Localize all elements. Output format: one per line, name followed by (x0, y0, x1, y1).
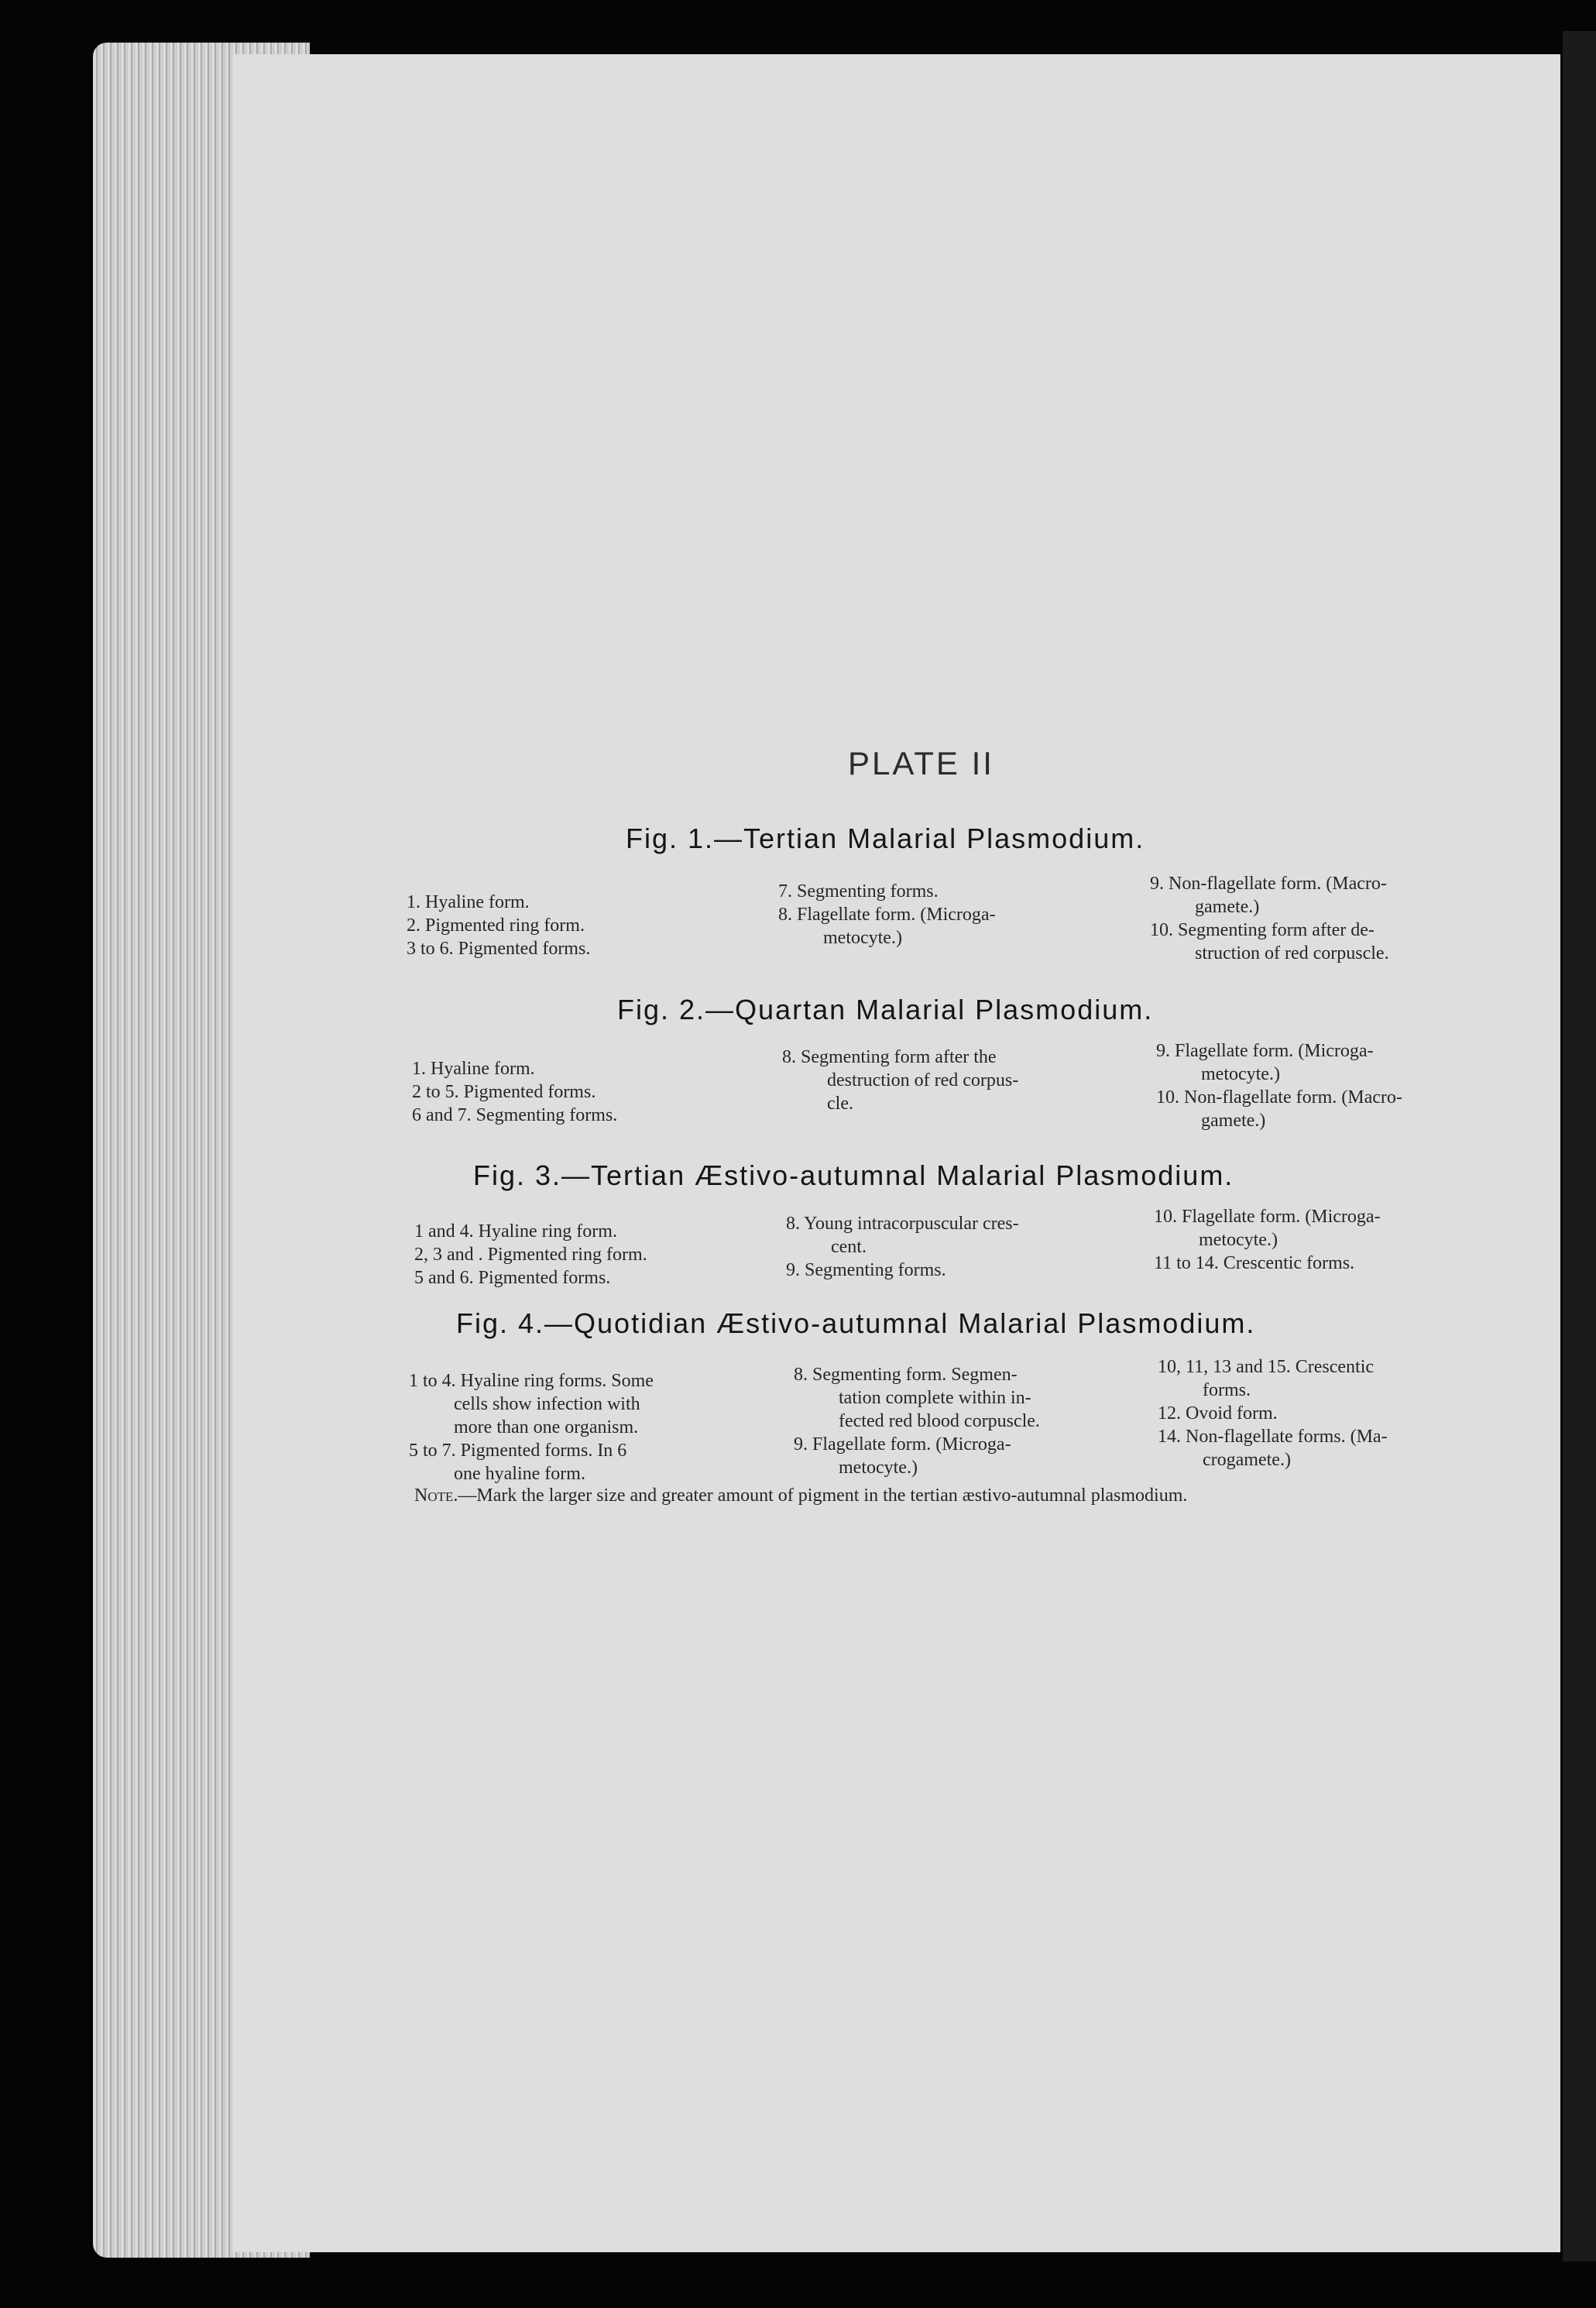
list-item: 1 and 4. Hyaline ring form. (414, 1221, 617, 1242)
figure-2-col-2 (782, 1046, 1018, 1115)
list-item: 10, 11, 13 and 15. Crescentic (1158, 1357, 1375, 1377)
list-item-continuation: metocyte.) (823, 928, 902, 948)
list-item-continuation: cent. (831, 1237, 867, 1257)
list-item: 11 to 14. Crescentic forms. (1154, 1253, 1355, 1273)
list-item-continuation: struction of red corpuscle. (1195, 943, 1389, 963)
list-item: 5 to 7. Pigmented forms. In 6 (409, 1441, 627, 1461)
figure-3-col-3 (1154, 1205, 1381, 1275)
list-item-continuation: metocyte.) (1201, 1064, 1280, 1084)
list-item-continuation: crogamete.) (1203, 1450, 1291, 1470)
list-item-continuation: fected red blood corpuscle. (839, 1411, 1040, 1431)
scan-border-shadow (1563, 31, 1596, 2262)
list-item-continuation: more than one organism. (454, 1417, 639, 1437)
note-text: —Mark the larger size and greater amount of pigment in the tertian æstivo-autumnal plasmodium. (458, 1485, 1188, 1506)
list-item: 9. Flagellate form. (Microga- (794, 1434, 1011, 1455)
list-item: 5 and 6. Pigmented forms. (414, 1268, 611, 1288)
list-item: 10. Segmenting form after de- (1150, 920, 1375, 940)
book-page (232, 54, 1560, 2252)
figure-3-col-2 (786, 1212, 1019, 1282)
list-item: 3 to 6. Pigmented forms. (407, 939, 591, 959)
note-label: Note. (414, 1485, 458, 1506)
list-item: 7. Segmenting forms. (778, 881, 939, 902)
list-item: 8. Young intracorpuscular cres- (786, 1214, 1019, 1234)
list-item-continuation: forms. (1203, 1380, 1251, 1400)
list-item: 10. Flagellate form. (Microga- (1154, 1207, 1381, 1227)
plate-title: PLATE II (848, 745, 994, 781)
figure-4-title: Fig. 4.—Quotidian Æstivo-autumnal Malarial Plasmodium. (456, 1307, 1256, 1339)
figure-4-col-2 (794, 1363, 1040, 1479)
list-item: 8. Flagellate form. (Microga- (778, 905, 996, 925)
figure-1-title: Fig. 1.—Tertian Malarial Plasmodium. (626, 823, 1145, 854)
list-item-continuation: destruction of red corpus- (827, 1070, 1019, 1090)
figure-2-col-3 (1156, 1039, 1402, 1132)
list-item-continuation: metocyte.) (839, 1458, 918, 1478)
list-item: 1. Hyaline form. (407, 892, 530, 912)
list-item: 6 and 7. Segmenting forms. (412, 1105, 618, 1125)
list-item: 14. Non-flagellate forms. (Ma- (1158, 1427, 1388, 1447)
figure-4-col-1 (409, 1369, 654, 1485)
list-item: 9. Non-flagellate form. (Macro- (1150, 874, 1387, 894)
list-item: 9. Segmenting forms. (786, 1260, 946, 1280)
figure-2-col-1 (412, 1057, 617, 1127)
figure-3-title: Fig. 3.—Tertian Æstivo-autumnal Malarial Plasmodium. (473, 1159, 1234, 1191)
figure-2-title: Fig. 2.—Quartan Malarial Plasmodium. (617, 994, 1154, 1025)
list-item: 12. Ovoid form. (1158, 1403, 1278, 1424)
list-item-continuation: cells show infection with (454, 1394, 640, 1414)
list-item: 10. Non-flagellate form. (Macro- (1156, 1087, 1402, 1108)
plate-note (414, 1485, 1187, 1506)
list-item: 9. Flagellate form. (Microga- (1156, 1041, 1374, 1061)
list-item: 2 to 5. Pigmented forms. (412, 1082, 596, 1102)
list-item: 2. Pigmented ring form. (407, 915, 585, 936)
list-item-continuation: gamete.) (1195, 897, 1260, 917)
list-item: 8. Segmenting form. Segmen- (794, 1365, 1018, 1385)
list-item: 2, 3 and . Pigmented ring form. (414, 1245, 647, 1265)
list-item-continuation: one hyaline form. (454, 1464, 585, 1484)
list-item: 8. Segmenting form after the (782, 1047, 997, 1067)
list-item-continuation: cle. (827, 1094, 853, 1114)
figure-1-col-2 (778, 880, 996, 950)
list-item: 1 to 4. Hyaline ring forms. Some (409, 1371, 654, 1391)
figure-1-col-1 (407, 891, 590, 960)
list-item-continuation: tation complete within in- (839, 1388, 1031, 1408)
figure-4-col-3 (1158, 1355, 1388, 1472)
figure-1-col-3 (1150, 872, 1389, 965)
list-item: 1. Hyaline form. (412, 1059, 535, 1079)
list-item-continuation: gamete.) (1201, 1111, 1266, 1131)
figure-3-col-1 (414, 1220, 647, 1290)
list-item-continuation: metocyte.) (1199, 1230, 1278, 1250)
